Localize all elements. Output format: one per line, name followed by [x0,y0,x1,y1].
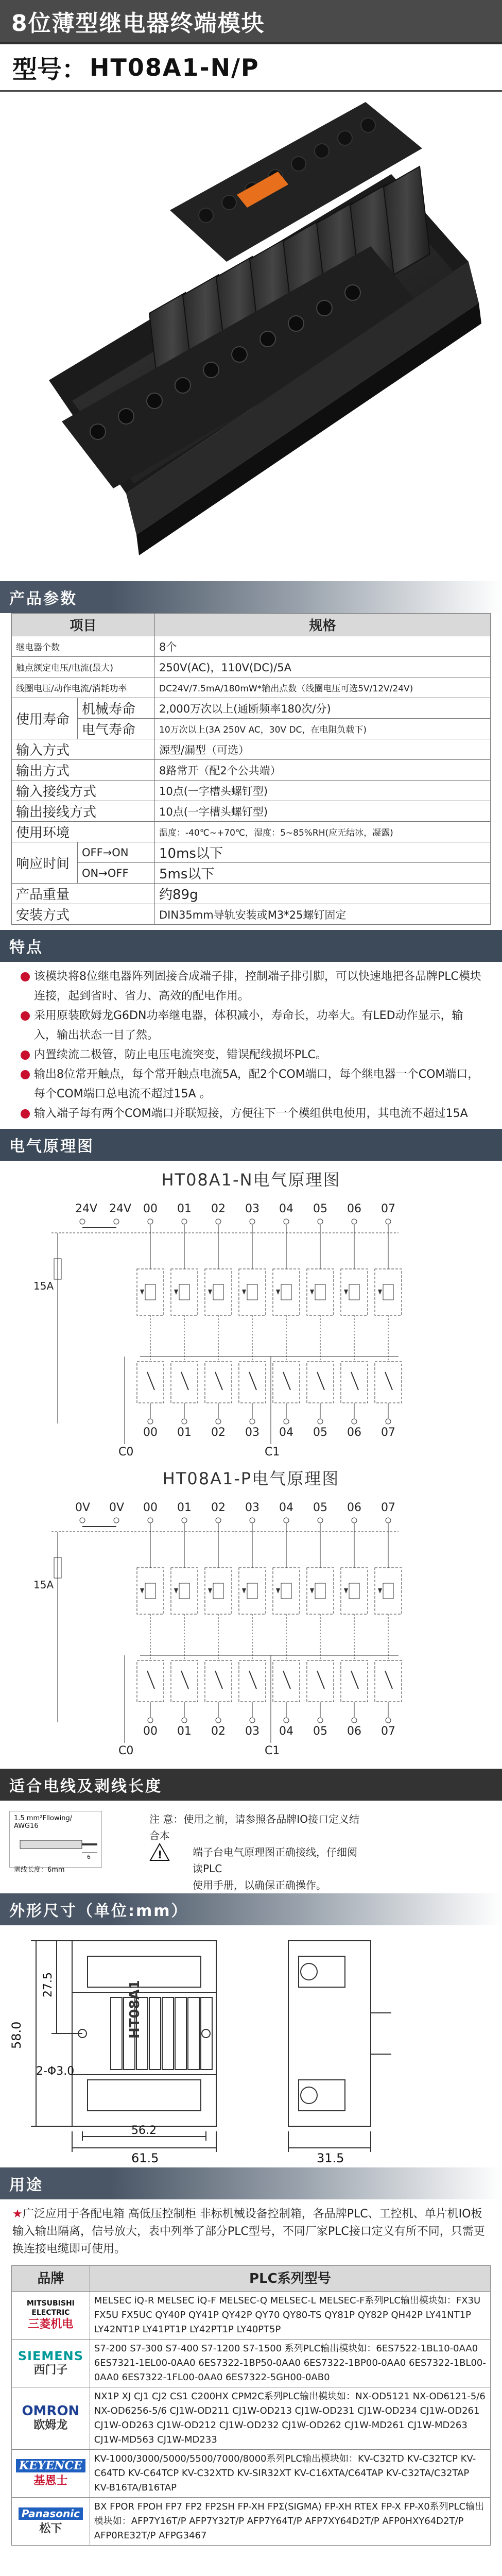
strip-mark: 6 [87,1854,91,1859]
dim-side-depth: 31.5 [317,2151,344,2165]
diag-p-contact-box [137,1660,164,1702]
diag-p-bot-terminal [148,1718,153,1723]
diag-p-top-terminal [182,1518,187,1523]
diag-p-contact-box [171,1660,198,1702]
diag-n-relay-coil [281,1284,291,1300]
diag-n-fuse-label: 15A [33,1280,54,1292]
diag-p-bottom-label: 07 [381,1725,395,1738]
diag-p-relay-box [273,1568,300,1614]
product-photo [0,92,502,581]
diag-p-top-label: 00 [143,1501,158,1514]
diag-p-relay-coil [213,1583,223,1599]
diag-n-bottom-label: 07 [381,1426,395,1439]
relay-module-illustration [0,92,502,581]
diag-p-bot-terminal [318,1718,323,1723]
diag-n-top-terminal [352,1219,357,1224]
diag-n-diode [344,1290,348,1295]
diag-n-relay-box [307,1269,334,1315]
diag-p-contact-box [205,1660,232,1702]
diag-n-relay-box [239,1269,266,1315]
wire-spec-box [9,1811,102,1874]
diag-p-contact [147,1671,154,1689]
wires-section-title: 适合电线及剥线长度 [9,1777,162,1795]
diag-n-top-label: 02 [211,1202,226,1215]
diag-p-bottom-label: 03 [245,1725,259,1738]
diag-n-relay-box [137,1269,164,1315]
params-table-head [12,614,491,636]
diag-n-bot-terminal [148,1419,153,1424]
diag-p-contact-box [273,1660,300,1702]
schematic-section-header [0,1129,502,1161]
diag-n-top-terminal [114,1219,119,1224]
diag-n-relay-box [171,1269,198,1315]
diag-p-bottom-label: 02 [211,1725,226,1738]
model-row [0,44,502,92]
diag-p-bottom-label: 06 [347,1725,361,1738]
diag-p-contact-box [239,1660,266,1702]
wire-note: 注 意：使用之前，请参照各品牌IO接口定义结合本 端子台电气原理图正确接线，仔细阅读PLC 使用手册，以确保正确操作。 [149,1813,359,1891]
diag-p-contact [317,1671,324,1689]
strip-length: 剥线长度：6mm [14,1866,65,1874]
diag-n-top-terminal [182,1219,187,1224]
dimensions-section-title: 外形尺寸（单位:mm） [9,1902,188,1920]
wires-section-header [0,1769,502,1801]
diag-p-relay-box [239,1568,266,1614]
diag-p-relay-coil [383,1583,393,1599]
diagram-p [0,1460,502,1769]
diag-n-bot-terminal [250,1419,255,1424]
table-row: Panasonic 松下 BX FPOR FPOH FP7 FP2 FP2SH FP-XH FPΣ(SIGMA) FP-XH RTEX FP-X FP-X0系列PLC输出模块如：AFP7Y16T/P AFP7Y32T/P AFP7Y64T/P AFP7XY64D2T/P AFP0HXY64D2T/P AFP0RE32T/P AFPG3467 [12,2498,491,2546]
bullet-icon [21,1050,30,1060]
diag-n-contact [215,1372,222,1390]
diag-n-top-terminal [80,1219,85,1224]
diag-p-bot-terminal [182,1718,187,1723]
diag-n-relay-coil [315,1284,325,1300]
brand-keyence: KEYENCE 基恩士 [12,2450,90,2498]
diagram-n [0,1161,502,1460]
diag-p-bottom-label: 00 [143,1725,158,1738]
brand-mitsubishi: MITSUBISHI ELECTRIC 三菱机电 [12,2292,90,2340]
usage-text: ★广泛应用于各配电箱 高低压控制柜 非标机械设备控制箱，各品牌PLC、工控机、单片机IO板输入输出隔离，信号放大，表中列举了部分PLC型号，不同厂家PLC接口定义有所不同，只需更换连接电缆即可使用。 [12,2208,485,2256]
list-item: 该模块将8位继电器阵列固接合成端子排，控制端子排引脚，可以快速地把各品牌PLC模块连接，起到省时、省力、高效的配电作用。 [21,967,481,1006]
diag-p-contact [215,1671,222,1689]
wire-spec: 1.5 mm²Fllowing/ AWG16 [14,1815,73,1830]
table-row: ON→OFF 5ms以下 [12,863,491,884]
diag-n-diode [140,1290,144,1295]
diag-n-diode [378,1290,382,1295]
diag-p-diode [242,1588,246,1594]
bullet-icon [21,972,30,981]
diag-n-diode [174,1290,178,1295]
usage-section-header [0,2167,502,2199]
diag-p-top-label: 01 [177,1501,192,1514]
diag-p-top-label: 07 [381,1501,395,1514]
diag-n-relay-coil [179,1284,189,1300]
table-row: 使用寿命 机械寿命 2,000万次以上(通断频率180次/分) [12,698,491,719]
params-section-header [0,581,502,613]
diag-p-bot-terminal [352,1718,357,1723]
diag-p-top-terminal [250,1518,255,1523]
diag-n-contact-box [273,1362,300,1403]
list-item: 输入端子每有两个COM端口并联短接，方便往下一个模组供电使用，其电流不超过15A [21,1104,481,1124]
features-section-header [0,930,502,962]
dim-hole-offset: 27.5 [42,1972,55,1997]
list-item: 内置续流二极管，防止电压电流突变，错误配线损坏PLC。 [21,1045,481,1065]
brands-table-head: 品牌 PLC系列型号 [12,2266,491,2292]
table-row: 触点额定电压/电流(最大) 250V(AC)，110V(DC)/5A [12,657,491,677]
diag-p-contact-box [307,1660,334,1702]
diag-n-contact-box [205,1362,232,1403]
diag-p-relay-coil [247,1583,257,1599]
diag-n-top-label: 06 [347,1202,361,1215]
star-icon: ★ [12,2208,23,2221]
diag-p-top-terminal [148,1518,153,1523]
diag-p-contact-box [375,1660,402,1702]
diag-n-relay-box [375,1269,402,1315]
diag-n-top-label: 05 [313,1202,327,1215]
diag-n-bot-terminal [318,1419,323,1424]
params-section-title: 产品参数 [9,590,77,608]
diag-p-contact [385,1671,392,1689]
diag-p-bot-terminal [216,1718,221,1723]
diag-n-contact-box [375,1362,402,1403]
diag-p-diode [344,1588,348,1594]
diag-p-diode [174,1588,178,1594]
diag-n-contact-box [137,1362,164,1403]
diag-n-top-label: 03 [245,1202,259,1215]
diag-n-relay-box [341,1269,368,1315]
diag-n-top-terminal [284,1219,289,1224]
diag-p-bottom-label: 04 [279,1725,293,1738]
features-list [0,962,502,1129]
table-row: 使用环境 温度：-40℃~+70℃，湿度：5~85%RH(应无结冰，凝露) [12,822,491,842]
diag-n-bot-terminal [182,1419,187,1424]
diag-p-top-terminal [216,1518,221,1523]
diag-p-diode [208,1588,212,1594]
diag-n-top-terminal [386,1219,391,1224]
diag-p-diode [310,1588,314,1594]
diag-p-bot-terminal [284,1718,289,1723]
diag-p-fuse-label: 15A [33,1579,54,1591]
model-label: 型号： [12,55,87,84]
diag-n-top-terminal [216,1219,221,1224]
warning-icon [149,1843,170,1861]
dimensions-section-header [0,1893,502,1925]
diag-n-contact-box [171,1362,198,1403]
table-row: 继电器个数 8个 [12,636,491,657]
diag-p-bot-terminal [386,1718,391,1723]
diag-n-bottom-label: 06 [347,1426,361,1439]
diag-p-diode [276,1588,280,1594]
diag-p-top-label: 02 [211,1501,226,1514]
diag-p-relay-coil [281,1583,291,1599]
diag-p-relay-box [375,1568,402,1614]
diag-n-contact [283,1372,290,1390]
diag-p-relay-box [205,1568,232,1614]
diag-p-top-label: 03 [245,1501,259,1514]
diag-n-bottom-label: 04 [279,1426,293,1439]
diag-p-relay-coil [179,1583,189,1599]
params-head-spec: 规格 [155,614,491,636]
diag-p-bottom-label: 01 [177,1725,192,1738]
wire-drawing [10,1833,101,1859]
diag-n-top-label: 24V [75,1202,98,1215]
diag-n-relay-coil [383,1284,393,1300]
diag-n-relay-coil [145,1284,155,1300]
dim-inner-width: 56.2 [131,2124,157,2137]
diag-p-top-label: 0V [109,1501,125,1514]
diag-p-top-terminal [80,1518,85,1523]
table-row: KEYENCE 基恩士 KV-1000/3000/5000/5500/7000/8000系列PLC输出模块如：KV-C32TD KV-C32TCP KV-C64TD KV-C64TCP KV-C32XTD KV-SIR32XT KV-C16XTA/C64TAP KV-C32TA/C32TAP KV-B16TA/B16TAP [12,2450,491,2498]
diag-n-top-label: 24V [109,1202,132,1215]
diag-n-top-label: 01 [177,1202,192,1215]
diag-n-relay-coil [349,1284,359,1300]
diag-p-top-terminal [114,1518,119,1523]
title-bar [0,0,502,44]
diag-p-contact [249,1671,256,1689]
diag-p-relay-coil [349,1583,359,1599]
diag-n-bot-terminal [216,1419,221,1424]
list-item: 采用原装欧姆龙G6DN功率继电器，体积减小，寿命长，功率大。有LED动作显示，输入，输出状态一目了然。 [21,1006,481,1045]
brand-panasonic: Panasonic 松下 [12,2498,90,2546]
page-title: 8位薄型继电器终端模块 [11,10,265,37]
table-row: MITSUBISHI ELECTRIC 三菱机电 MELSEC iQ-R MELSEC iQ-F MELSEC-Q MELSEC-L MELSEC-F系列PLC输出模块如：FX3U FX5U FX5UC QY40P QY41P QY42P QY70 QY80-TS QY81P QY82P QH42P LY41NT1P LY42NT1P LY41PT1P LY42PT1P LY40PT5P [12,2292,491,2340]
diag-n-bottom-label: 05 [313,1426,327,1439]
dim-width: 61.5 [131,2151,159,2165]
model-value: HT08A1-N/P [90,53,259,81]
table-row: OMRON 欧姆龙 NX1P XJ CJ1 CJ2 CS1 C200HX CPM2C系列PLC输出模块如：NX-OD5121 NX-OD6121-5/6 NX-OD6256-5/6 CJ1W-OD211 CJ1W-OD213 CJ1W-OD231 CJ1W-OD234 CJ1W-OD261 CJ1W-OD263 CJ1W-OD212 CJ1W-OD232 CJ1W-OD262 CJ1W-MD261 CJ1W-MD263 CJ1W-MD563 CJ1W-MD233 [12,2387,491,2450]
diagram-n-title: HT08A1-N电气原理图 [161,1170,341,1190]
features-section-title: 特点 [9,939,43,957]
diag-p-top-label: 05 [313,1501,327,1514]
diag-n-top-terminal [148,1219,153,1224]
diag-n-contact [385,1372,392,1390]
brand-omron: OMRON 欧姆龙 [12,2387,90,2450]
diag-n-bot-terminal [352,1419,357,1424]
diag-n-diode [242,1290,246,1295]
diag-p-relay-coil [145,1583,155,1599]
table-row: 输入接线方式 10点(一字槽头螺钉型) [12,781,491,801]
dim-height: 58.0 [9,2021,24,2049]
diag-n-top-label: 07 [381,1202,395,1215]
bullet-icon [21,1109,30,1118]
diag-p-top-terminal [318,1518,323,1523]
diag-n-bottom-label: 00 [143,1426,158,1439]
params-head-item: 项目 [12,614,155,636]
bullet-icon [21,1070,30,1079]
diag-n-bot-terminal [284,1419,289,1424]
diag-n-top-terminal [318,1219,323,1224]
diag-n-relay-box [273,1269,300,1315]
diag-n-bottom-label: 01 [177,1426,192,1439]
diag-p-diode [378,1588,382,1594]
list-item: 输出8位常开触点，每个常开触点电流5A，配2个COM端口，每个继电器一个COM端口，每个COM端口总电流不超过15A 。 [21,1065,481,1104]
diag-n-top-label: 04 [279,1202,293,1215]
diagram-p-svg [0,1490,502,1764]
diag-p-contact [181,1671,188,1689]
module-print: HT08A1 [127,1980,143,2039]
diag-n-com1-label: C1 [265,1446,280,1459]
dim-hole: 2-Φ3.0 [36,2065,75,2078]
diag-n-contact-box [341,1362,368,1403]
table-row: 线圈电压/动作电流/消耗功率 DC24V/7.5mA/180mW*输出点数（线圈电压可选5V/12V/24V) [12,677,491,698]
diag-n-top-label: 00 [143,1202,158,1215]
bullet-icon [21,1011,30,1021]
table-row: 电气寿命 10万次以上(3A 250V AC，30V DC，在电阻负载下) [12,719,491,739]
usage-section-title: 用途 [9,2176,43,2194]
diag-p-relay-coil [315,1583,325,1599]
diag-n-bottom-label: 03 [245,1426,259,1439]
table-row: 输入方式 源型/漏型（可选） [12,739,491,760]
diag-n-contact-box [239,1362,266,1403]
diag-n-relay-box [205,1269,232,1315]
diagram-n-svg [0,1192,502,1460]
diag-n-diode [310,1290,314,1295]
diag-p-top-label: 04 [279,1501,293,1514]
diag-n-contact-box [307,1362,334,1403]
table-row: 输出方式 8路常开（配2个公共端） [12,760,491,781]
diag-n-contact [351,1372,358,1390]
diag-p-relay-box [171,1568,198,1614]
diag-n-contact [147,1372,154,1390]
diag-p-top-terminal [386,1518,391,1523]
table-row: 产品重量 约89g [12,884,491,904]
dimension-drawing [0,1925,502,2167]
table-row: 安装方式 DIN35mm导轨安装或M3*25螺钉固定 [12,904,491,925]
svg-text:!: ! [158,1849,163,1861]
diag-p-top-terminal [352,1518,357,1523]
diag-p-top-label: 0V [75,1501,91,1514]
diagram-p-title: HT08A1-P电气原理图 [162,1469,340,1488]
diag-p-relay-box [137,1568,164,1614]
diag-n-bottom-label: 02 [211,1426,226,1439]
diag-n-top-terminal [250,1219,255,1224]
diag-p-bot-terminal [250,1718,255,1723]
diag-p-top-label: 06 [347,1501,361,1514]
diag-p-com1-label: C1 [265,1744,280,1757]
brand-siemens: SIEMENS 西门子 [12,2340,90,2387]
diag-p-contact [351,1671,358,1689]
diag-p-top-terminal [284,1518,289,1523]
diag-n-contact [249,1372,256,1390]
table-row: SIEMENS 西门子 S7-200 S7-300 S7-400 S7-1200 S7-1500 系列PLC输出模块如：6ES7522-1BL10-0AA0 6ES7321-1EL00-0AA0 6ES7322-1BP50-0AA0 6ES7322-1BP00-0AA0 6ES7322-1BL00-0AA0 6ES7322-1FL00-0AA0 6ES7322-5GH00-0AB0 [12,2340,491,2387]
brands-table [11,2265,491,2546]
diag-n-contact [317,1372,324,1390]
diag-p-relay-box [341,1568,368,1614]
diag-n-relay-coil [247,1284,257,1300]
diag-n-contact [181,1372,188,1390]
diag-p-relay-box [307,1568,334,1614]
diag-p-com0-label: C0 [118,1744,134,1757]
schematic-section-title: 电气原理图 [9,1138,94,1156]
diag-n-diode [276,1290,280,1295]
diag-p-contact [283,1671,290,1689]
diag-n-relay-coil [213,1284,223,1300]
diag-p-bottom-label: 05 [313,1725,327,1738]
diag-n-bot-terminal [386,1419,391,1424]
table-row: 输出接线方式 10点(一字槽头螺钉型) [12,801,491,822]
params-table [11,613,491,925]
wire-section [0,1801,502,1893]
table-row: 响应时间 OFF→ON 10ms以下 [12,842,491,863]
diag-n-diode [208,1290,212,1295]
diag-n-com0-label: C0 [118,1446,134,1459]
dimension-svg [0,1925,502,2167]
diag-p-diode [140,1588,144,1594]
diag-p-contact-box [341,1660,368,1702]
